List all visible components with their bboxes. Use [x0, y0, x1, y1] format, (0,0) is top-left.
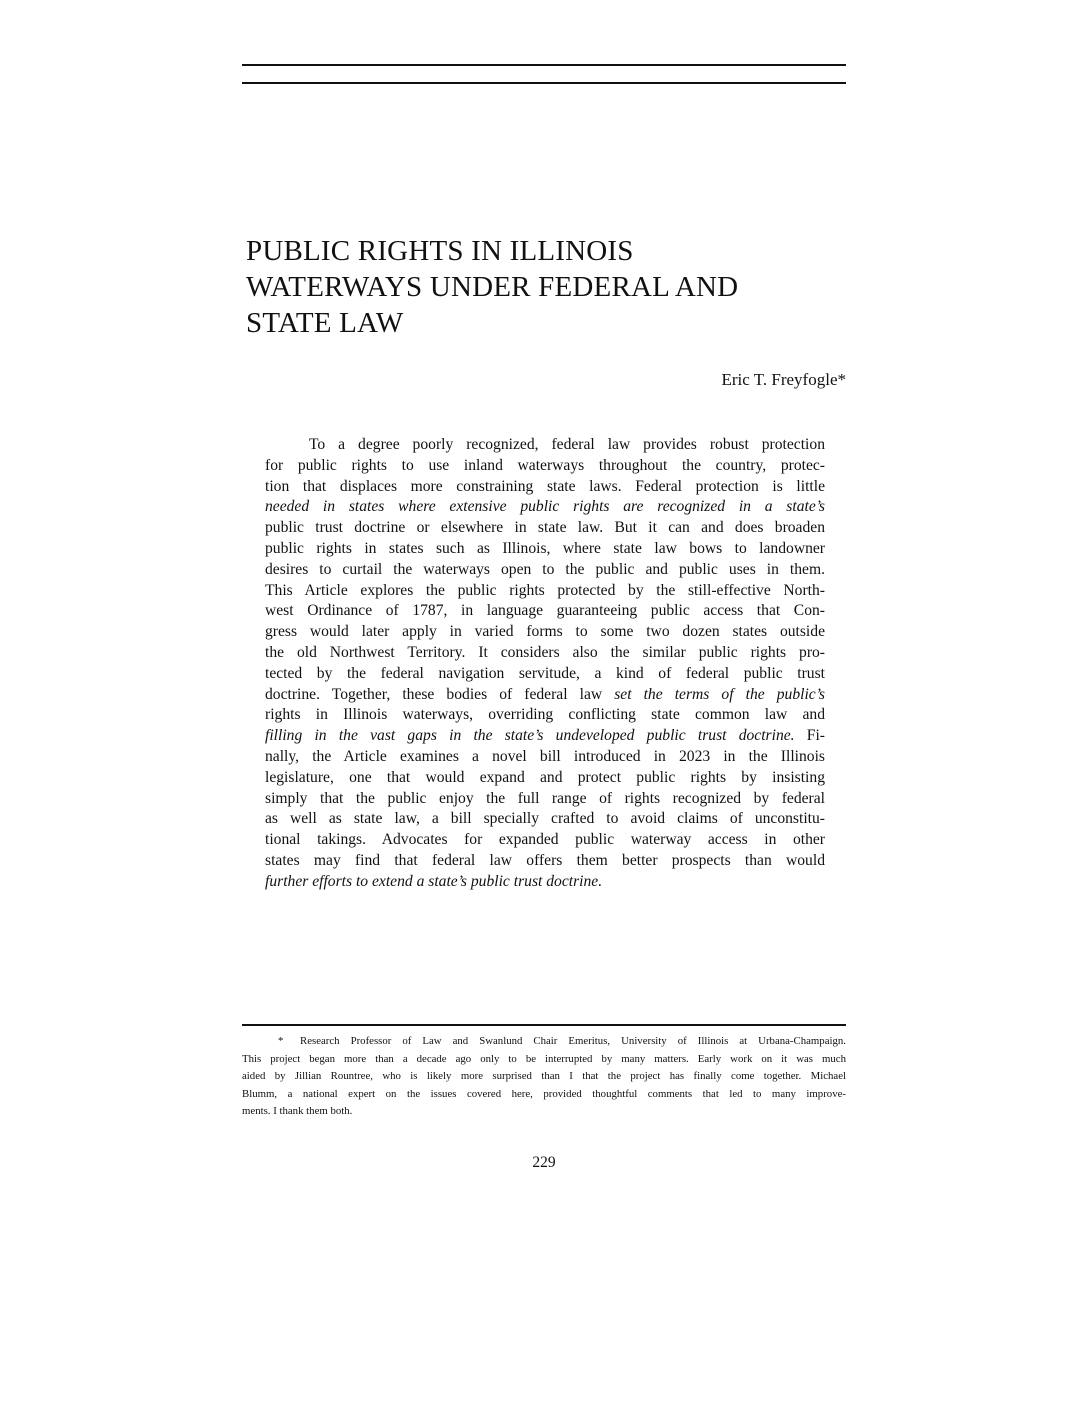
article-title	[246, 233, 846, 341]
abstract-text: legislature, one that would expand and protect public rights by insisting	[265, 768, 825, 786]
abstract-line	[265, 830, 825, 851]
footnote-line	[242, 1103, 846, 1121]
abstract-line	[265, 643, 825, 664]
abstract-line	[265, 747, 825, 768]
abstract-line	[265, 622, 825, 643]
abstract-text: This Article explores the public rights protected by the still-effective North-	[265, 581, 825, 599]
abstract-line	[265, 539, 825, 560]
footnote-line	[242, 1033, 846, 1051]
abstract-line	[265, 851, 825, 872]
title-line: STATE LAW	[246, 307, 404, 339]
abstract-text: tion that displaces more constraining state laws. Federal protection is little	[265, 477, 825, 495]
abstract-text: gress would later apply in varied forms to some two dozen states outside	[265, 623, 825, 641]
header-rule-top	[242, 64, 846, 66]
header-rule-bottom	[242, 82, 846, 84]
footnote-text: ments. I thank them both.	[242, 1105, 353, 1117]
abstract-italic-text: further efforts to extend a state’s public trust doctrine.	[265, 872, 603, 890]
footnote-text: Research Professor of Law and Swanlund Chair Emeritus, University of Illinois at Urbana-Champaign.	[300, 1035, 846, 1047]
abstract-line	[265, 456, 825, 477]
abstract-italic-text: filling in the vast gaps in the state’s undeveloped public trust doctrine.	[265, 727, 795, 745]
abstract-text: public rights in states such as Illinois, where state law bows to landowner	[265, 539, 825, 557]
abstract-line	[265, 872, 825, 893]
abstract-text: west Ordinance of 1787, in language guaranteeing public access that Con-	[265, 602, 825, 620]
abstract	[265, 435, 825, 893]
footnote-rule	[242, 1024, 846, 1026]
abstract-line	[265, 518, 825, 539]
title-line: WATERWAYS UNDER FEDERAL AND	[246, 271, 739, 303]
abstract-line	[265, 789, 825, 810]
abstract-line	[265, 809, 825, 830]
abstract-text: tected by the federal navigation servitude, a kind of federal public trust	[265, 664, 825, 682]
abstract-text: the old Northwest Territory. It considers also the similar public rights pro-	[265, 643, 825, 661]
abstract-line	[265, 726, 825, 747]
abstract-text: desires to curtail the waterways open to the public and public uses in them.	[265, 560, 825, 578]
page-number: 229	[532, 1154, 556, 1171]
abstract-text: Fi-	[794, 727, 825, 745]
abstract-line	[265, 664, 825, 685]
footnote-text: Blumm, a national expert on the issues covered here, provided thoughtful comments that led to many improve-	[242, 1087, 846, 1100]
footnote	[242, 1033, 846, 1121]
footnote-text: This project began more than a decade ago only to be interrupted by many matters. Early work on it was much	[242, 1052, 846, 1065]
abstract-text: rights in Illinois waterways, overriding conflicting state common law and	[265, 706, 825, 724]
abstract-text: nally, the Article examines a novel bill introduced in 2023 in the Illinois	[265, 747, 825, 765]
abstract-italic-text: set the terms of the public’s	[614, 685, 825, 703]
footnote-line	[242, 1068, 846, 1086]
abstract-italic-text: needed in states where extensive public rights are recognized in a state’s	[265, 498, 825, 516]
abstract-line	[265, 435, 825, 456]
footnote-line	[242, 1051, 846, 1069]
abstract-text: public trust doctrine or elsewhere in state law. But it can and does broaden	[265, 519, 825, 537]
abstract-line	[265, 477, 825, 498]
abstract-line	[265, 685, 825, 706]
footnote-marker: *	[278, 1035, 284, 1047]
footnote-text: aided by Jillian Rountree, who is likely more surprised than I that the project has finally come together. Michael	[242, 1070, 846, 1082]
abstract-text: tional takings. Advocates for expanded public waterway access in other	[265, 831, 825, 849]
abstract-line	[265, 581, 825, 602]
abstract-text: as well as state law, a bill specially crafted to avoid claims of unconstitu-	[265, 810, 825, 828]
abstract-text: states may find that federal law offers them better prospects than would	[265, 851, 825, 869]
abstract-line	[265, 768, 825, 789]
abstract-line	[265, 560, 825, 581]
abstract-text: doctrine. Together, these bodies of federal law	[265, 685, 615, 703]
author-byline: Eric T. Freyfogle*	[721, 370, 846, 389]
title-line: PUBLIC RIGHTS IN ILLINOIS	[246, 235, 634, 267]
abstract-text: simply that the public enjoy the full range of rights recognized by federal	[265, 789, 825, 807]
abstract-line	[265, 497, 825, 518]
abstract-line	[265, 601, 825, 622]
abstract-text: for public rights to use inland waterways throughout the country, protec-	[265, 456, 825, 474]
footnote-line	[242, 1086, 846, 1104]
abstract-line	[265, 705, 825, 726]
abstract-text: To a degree poorly recognized, federal law provides robust protection	[309, 436, 825, 453]
